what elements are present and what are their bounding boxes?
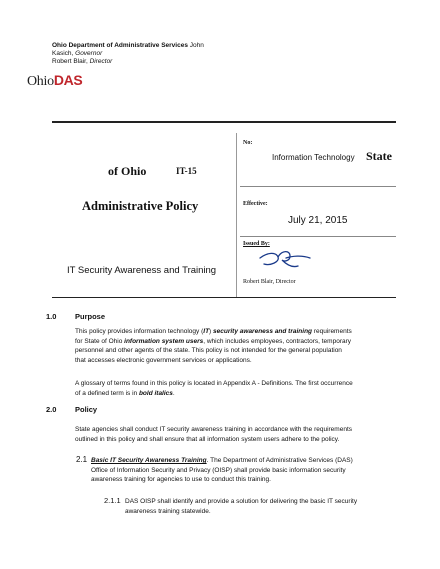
rule-effective [240, 236, 396, 237]
director-title: Director [89, 58, 113, 65]
governor-title: Governor [75, 50, 103, 57]
of-ohio: of Ohio [108, 164, 147, 178]
section-2-number: 2.0 [46, 405, 57, 414]
subsection-2-1-1-number: 2.1.1 [104, 496, 121, 505]
no-label: No: [243, 140, 253, 146]
subsection-2-1: Basic IT Security Awareness Training. The Department of Administrative Services (DAS) Office of Information Security and Privacy (OISP) shall provide basic information security awareness training for agencies to use to conduct this training. [91, 457, 353, 483]
rule-no [240, 186, 396, 187]
dept-name: Ohio Department of Administrative Services [52, 42, 188, 49]
section-2-title: Policy [75, 405, 98, 414]
state-word: State [366, 149, 392, 163]
subsection-2-1-number: 2.1 [76, 455, 88, 464]
director-signature [256, 246, 316, 272]
issued-by-label: Issued By: [243, 241, 270, 247]
issued-by-name: Robert Blair, Director [243, 279, 296, 285]
admin-policy-heading: Administrative Policy [82, 199, 199, 213]
effective-label: Effective: [243, 201, 268, 207]
governor-first-name: John [189, 42, 204, 49]
section-1-title: Purpose [75, 312, 106, 321]
subsection-2-1-1: DAS OISP shall identify and provide a solution for delivering the basic IT security awareness training statewide. [125, 498, 358, 515]
section-2-para-1: State agencies shall conduct IT security awareness training in accordance with the requirements outlined in this policy and shall ensure that all information system users adhere to the policy. [75, 426, 352, 443]
director-name: Robert Blair, [52, 58, 88, 65]
box-bottom-rule [52, 297, 396, 298]
policy-title: IT Security Awareness and Training [67, 265, 217, 276]
ohio-das-logo [27, 72, 82, 90]
section-1-number: 1.0 [46, 312, 57, 321]
no-value: Information Technology [272, 153, 355, 162]
governor-last-name: Kasich, [52, 50, 74, 57]
box-divider [236, 133, 237, 298]
section-1-para-2: A glossary of terms found in this policy is located in Appendix A - Definitions. The first occurrence of a defined term is in bold italics. [75, 380, 353, 397]
logo-ohio: Ohio [27, 74, 54, 89]
logo-das: DAS [53, 72, 83, 88]
box-top-rule [52, 121, 396, 123]
policy-id: IT-15 [176, 166, 197, 176]
section-1-para-1: This policy provides information technology (IT) security awareness and training requirements for State of Ohio information system users, which includes employees, contractors, temporary personnel and other agents of the state. This policy is not intended for the general population that accesses electronic government services or applications. [75, 328, 352, 364]
effective-date: July 21, 2015 [288, 215, 348, 226]
subsection-2-1-title: Basic IT Security Awareness Training [91, 457, 207, 464]
header-block [52, 42, 204, 66]
